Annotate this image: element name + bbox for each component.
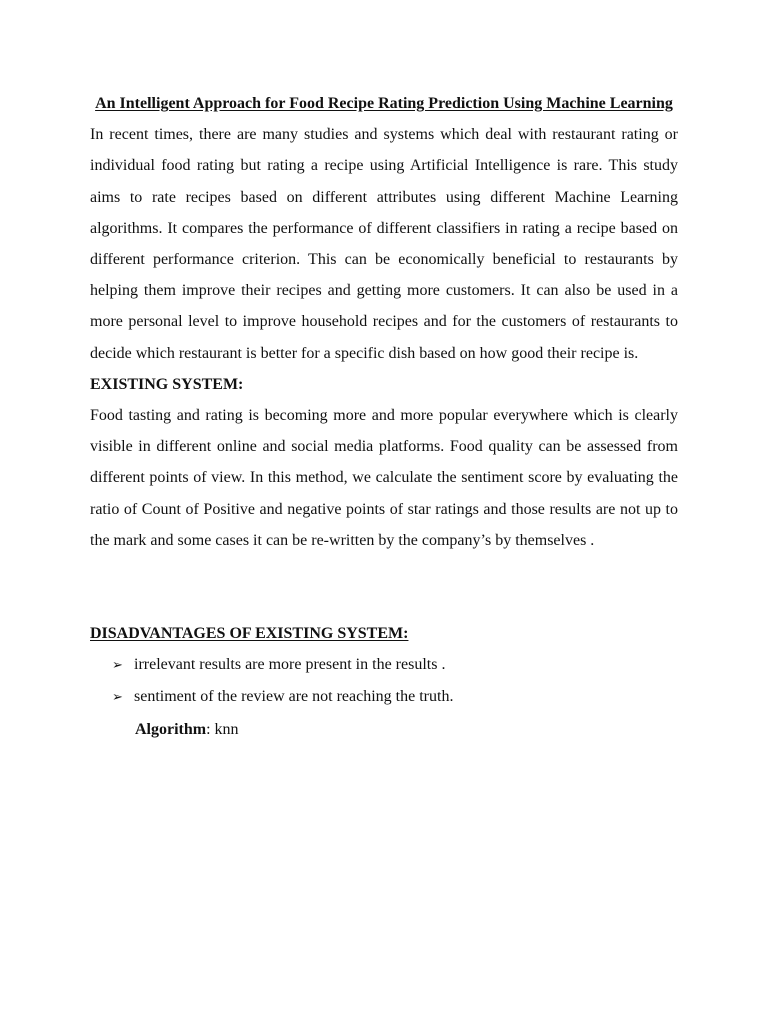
existing-system-heading: EXISTING SYSTEM: bbox=[90, 375, 244, 393]
blank-space bbox=[90, 556, 678, 618]
list-item-text: sentiment of the review are not reaching the truth. bbox=[134, 688, 454, 706]
list-item bbox=[112, 649, 678, 681]
disadvantages-heading: DISADVANTAGES OF EXISTING SYSTEM: bbox=[90, 625, 409, 643]
abstract-paragraph: In recent times, there are many studies and systems which deal with restaurant rating or individual food rating but rating a recipe using Artificial Intelligence is rare. This study aims to rate recipes based on different attributes using different Machine Learning algorithms. It compares the performance of different classifiers in rating a recipe based on different performance criterion. This can be economically beneficial to restaurants by helping them improve their recipes and getting more customers. It can also be used in a more personal level to improve household recipes and for the customers of restaurants to decide which restaurant is better for a specific dish based on how good their recipe is. bbox=[90, 126, 678, 362]
algorithm-label: Algorithm bbox=[135, 720, 207, 738]
arrowhead-bullet-icon: ➢ bbox=[112, 690, 123, 706]
disadvantages-list bbox=[90, 649, 678, 713]
algorithm-line bbox=[90, 714, 678, 745]
document-title: An Intelligent Approach for Food Recipe Rating Prediction Using Machine Learning bbox=[95, 95, 673, 112]
existing-system-paragraph: Food tasting and rating is becoming more and more popular everywhere which is clearly visible in different online and social media platforms. Food quality can be assessed from different points of view. In this method, we calculate the sentiment score by evaluating the ratio of Count of Positive and negative points of star ratings and those results are not up to the mark and some cases it can be re-written by the company’s by themselves . bbox=[90, 407, 678, 549]
arrowhead-bullet-icon: ➢ bbox=[112, 658, 123, 674]
algorithm-value: : knn bbox=[206, 720, 239, 738]
list-item-text: irrelevant results are more present in the results . bbox=[134, 656, 446, 674]
list-item bbox=[112, 681, 678, 713]
document-page bbox=[90, 88, 678, 745]
